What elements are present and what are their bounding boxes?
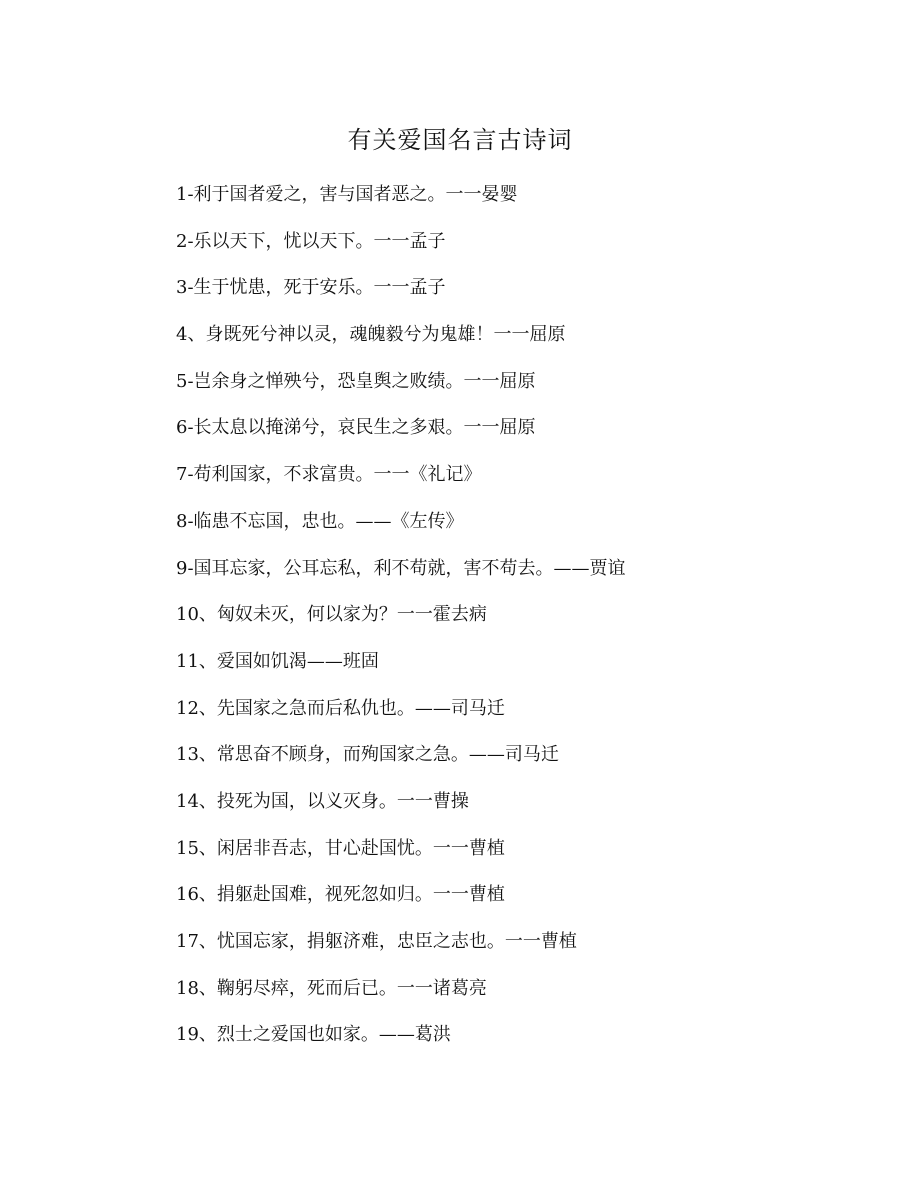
quote-item: 1-利于国者爱之，害与国者恶之。一一晏婴 xyxy=(176,184,518,205)
quote-item: 2-乐以天下，忧以天下。一一孟子 xyxy=(176,230,446,252)
quote-item: 9-国耳忘家，公耳忘私，利不苟就，害不苟去。——贾谊 xyxy=(176,557,626,579)
quote-item: 5-岂余身之惮殃兮，恐皇舆之败绩。一一屈原 xyxy=(176,370,536,392)
quote-item: 8-临患不忘国，忠也。——《左传》 xyxy=(176,510,464,532)
quote-item: 12、先国家之急而后私仇也。——司马迁 xyxy=(176,697,505,719)
quote-item: 18、鞠躬尽瘁，死而后已。一一诸葛亮 xyxy=(176,977,487,999)
quote-item: 17、忧国忘家，捐躯济难，忠臣之志也。一一曹植 xyxy=(176,931,577,952)
quote-item: 7-苟利国家，不求富贵。一一《礼记》 xyxy=(176,464,482,486)
page-title: 有关爱国名言古诗词 xyxy=(347,126,573,154)
quote-list xyxy=(176,178,876,1065)
quote-item: 14、投死为国，以义灭身。一一曹操 xyxy=(176,790,469,812)
quote-item: 15、闲居非吾志，甘心赴国忧。一一曹植 xyxy=(176,837,505,859)
quote-item: 19、烈士之爱国也如家。——葛洪 xyxy=(176,1024,451,1046)
quote-item: 6-长太息以掩涕兮，哀民生之多艰。一一屈原 xyxy=(176,417,536,439)
quote-item: 11、爱国如饥渴——班固 xyxy=(176,650,379,672)
quote-item: 10、匈奴未灭，何以家为？一一霍去病 xyxy=(176,604,487,626)
quote-item: 3-生于忧患，死于安乐。一一孟子 xyxy=(176,277,446,299)
quote-item: 16、捐躯赴国难，视死忽如归。一一曹植 xyxy=(176,884,505,906)
quote-item: 13、常思奋不顾身，而殉国家之急。——司马迁 xyxy=(176,744,559,766)
quote-item: 4、身既死兮神以灵，魂魄毅兮为鬼雄！一一屈原 xyxy=(176,324,566,346)
